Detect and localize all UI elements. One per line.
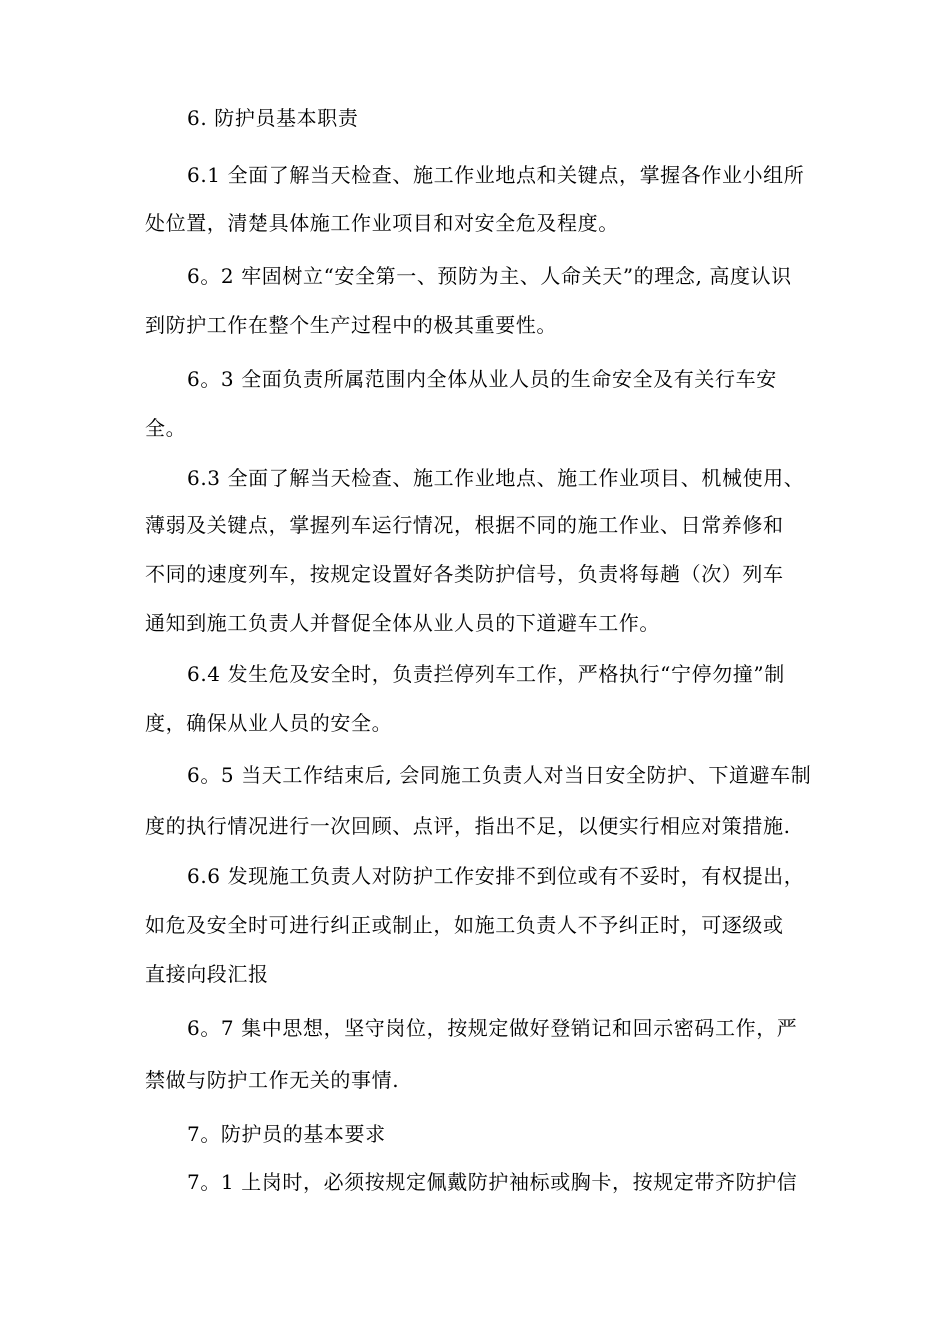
paragraph-6-3b-line-4: 通知到施工负责人并督促全体从业人员的下道避车工作。 bbox=[145, 611, 660, 635]
paragraph-6-7-line-2: 禁做与防护工作无关的事情. bbox=[145, 1068, 400, 1092]
paragraph-6-5-line-2: 度的执行情况进行一次回顾、点评，指出不足，以便实行相应对策措施. bbox=[145, 814, 791, 838]
paragraph-6-3b-line-2: 薄弱及关键点，掌握列车运行情况，根据不同的施工作业、日常养修和 bbox=[145, 513, 784, 537]
paragraph-6-3-line-2: 全。 bbox=[145, 416, 187, 440]
paragraph-6-4-line-1: 6.4 发生危及安全时，负责拦停列车工作，严格执行“宁停勿撞”制 bbox=[187, 662, 785, 686]
paragraph-7-1-line-1: 7。1 上岗时，必须按规定佩戴防护袖标或胸卡，按规定带齐防护信 bbox=[187, 1170, 798, 1194]
paragraph-6-1-line-1: 6.1 全面了解当天检查、施工作业地点和关键点，掌握各作业小组所 bbox=[187, 163, 805, 187]
section-heading-7: 7。防护员的基本要求 bbox=[187, 1122, 386, 1146]
paragraph-6-4-line-2: 度，确保从业人员的安全。 bbox=[145, 711, 393, 735]
paragraph-6-5-line-1: 6。5 当天工作结束后, 会同施工负责人对当日安全防护、下道避车制 bbox=[187, 763, 812, 787]
paragraph-6-1-line-2: 处位置，清楚具体施工作业项目和对安全危及程度。 bbox=[145, 211, 619, 235]
paragraph-6-6-line-2: 如危及安全时可进行纠正或制止，如施工负责人不予纠正时，可逐级或 bbox=[145, 913, 784, 937]
paragraph-6-6-line-3: 直接向段汇报 bbox=[145, 962, 269, 986]
paragraph-6-2-line-1: 6。2 牢固树立“安全第一、预防为主、人命关天”的理念, 高度认识 bbox=[187, 264, 792, 288]
paragraph-6-7-line-1: 6。7 集中思想，坚守岗位，按规定做好登销记和回示密码工作，严 bbox=[187, 1016, 798, 1040]
section-heading-6: 6. 防护员基本职责 bbox=[187, 106, 359, 130]
paragraph-6-3b-line-3: 不同的速度列车，按规定设置好各类防护信号，负责将每趟（次）列车 bbox=[145, 562, 784, 586]
paragraph-6-2-line-2: 到防护工作在整个生产过程中的极其重要性。 bbox=[145, 313, 557, 337]
paragraph-6-6-line-1: 6.6 发现施工负责人对防护工作安排不到位或有不妥时，有权提出， bbox=[187, 864, 805, 888]
paragraph-6-3-line-1: 6。3 全面负责所属范围内全体从业人员的生命安全及有关行车安 bbox=[187, 367, 777, 391]
paragraph-6-3b-line-1: 6.3 全面了解当天检查、施工作业地点、施工作业项目、机械使用、 bbox=[187, 466, 805, 490]
